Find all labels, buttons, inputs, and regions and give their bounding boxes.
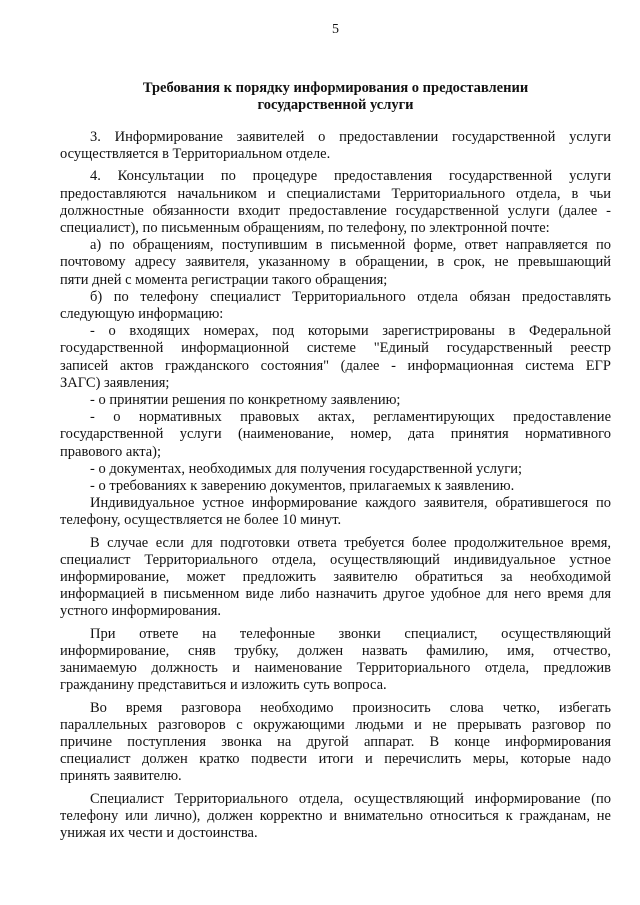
text-line: - о требованиях к заверению документов, прилагаемых к заявлению.: [90, 478, 515, 495]
text-line: 4. Консультации по процедуре предоставления государственной услуги: [90, 168, 611, 185]
text-line: следующую информацию:: [60, 306, 224, 323]
document-body: [60, 129, 611, 842]
text-line: предоставляются начальником и специалистами Территориального отдела, в чьи: [60, 185, 611, 202]
text-line: б) по телефону специалист Территориального отдела обязан предоставлять: [90, 288, 611, 305]
text-line: - о нормативных правовых актах, регламентирующих предоставление: [90, 409, 611, 426]
list-item-decision: [60, 392, 611, 409]
title-line: Требования к порядку информирования о предоставлении: [142, 80, 529, 96]
text-line: а) по обращениям, поступившим в письменной форме, ответ направляется по: [90, 237, 611, 254]
text-line: правового акта);: [60, 443, 161, 460]
text-line: параллельных разговоров с окружающими людьми и не прерывать разговор по: [60, 716, 611, 733]
document-page: [60, 0, 611, 905]
text-line: - о документах, необходимых для получения государственной услуги;: [90, 460, 523, 477]
text-line: Во время разговора необходимо произносить слова четко, избегать: [90, 699, 611, 716]
text-line: устного информирования.: [60, 603, 222, 620]
paragraph-3: [60, 129, 611, 163]
text-line: телефону или лично), должен корректно и внимательно относиться к гражданам, не: [60, 807, 611, 824]
text-line: должностные обязанности входит предоставление государственной услуги (далее -: [60, 202, 611, 219]
text-line: - о входящих номерах, под которыми зарегистрированы в Федеральной: [90, 323, 611, 340]
text-line: информирование, сняв трубку, должен назвать фамилию, имя, отчество,: [60, 642, 611, 659]
paragraph-phone-answer: [60, 626, 611, 695]
text-line: записей актов гражданского состояния" (далее - информационная система ЕГР: [60, 357, 611, 374]
list-item-certification: [60, 478, 611, 495]
text-line: ЗАГС) заявления;: [60, 374, 170, 391]
paragraph-courtesy: [60, 791, 611, 843]
text-line: принять заявителю.: [60, 768, 182, 785]
page-number: 5: [332, 22, 339, 37]
text-line: государственной информационной системе "Единый государственный реестр: [60, 340, 611, 357]
text-line: 3. Информирование заявителей о предоставлении государственной услуги: [90, 129, 611, 145]
text-line: При ответе на телефонные звонки специалист, осуществляющий: [90, 625, 611, 642]
text-line: занимаемую должность и наименование Территориального отдела, предложив: [60, 660, 611, 677]
text-line: специалист должен кратко подвести итоги и перечислить меры, которые надо: [60, 751, 611, 768]
paragraph-individual-oral: [60, 495, 611, 529]
paragraph-a: [60, 237, 611, 289]
list-item-incoming-numbers: [60, 323, 611, 392]
text-line: специалист), по письменным обращениям, по телефону, по электронной почте:: [60, 220, 550, 237]
text-line: информацией в письменном виде либо назначить другое удобное для него время для: [60, 586, 611, 603]
text-line: государственной услуги (наименование, номер, дата принятия нормативного: [60, 426, 611, 443]
paragraph-conversation: [60, 700, 611, 786]
paragraph-b: [60, 289, 611, 323]
paragraph-longer-time: [60, 535, 611, 621]
title-line: государственной услуги: [257, 97, 414, 113]
text-line: Индивидуальное устное информирование каждого заявителя, обратившегося по: [90, 495, 611, 512]
paragraph-4: [60, 168, 611, 237]
text-line: телефону, осуществляется не более 10 минут.: [60, 512, 342, 529]
text-line: осуществляется в Территориальном отделе.: [60, 146, 331, 163]
section-title: [60, 80, 611, 114]
text-line: В случае если для подготовки ответа требуется более продолжительное время,: [90, 534, 611, 551]
text-line: информирование, может предложить заявителю обратиться за необходимой: [60, 569, 611, 586]
list-item-documents: [60, 461, 611, 478]
text-line: пяти дней с момента регистрации такого обращения;: [60, 271, 388, 288]
text-line: Специалист Территориального отдела, осуществляющий информирование (по: [90, 790, 611, 807]
list-item-legal-acts: [60, 409, 611, 461]
text-line: унижая их чести и достоинства.: [60, 824, 258, 841]
text-line: специалист Территориального отдела, осуществляющий индивидуальное устное: [60, 551, 611, 568]
text-line: - о принятии решения по конкретному заявлению;: [90, 392, 401, 409]
text-line: почтовому адресу заявителя, указанному в обращении, в срок, не превышающий: [60, 254, 611, 271]
text-line: причине поступления звонка на другой аппарат. В конце информирования: [60, 733, 611, 750]
text-line: гражданину представиться и изложить суть вопроса.: [60, 677, 387, 694]
